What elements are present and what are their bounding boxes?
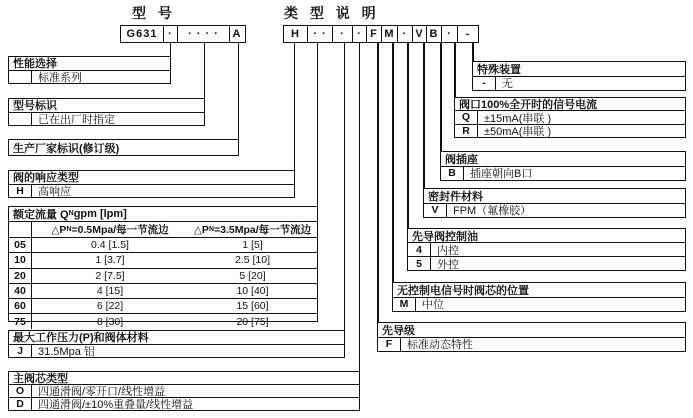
connector-line [238, 42, 240, 139]
code-cell: V [424, 204, 447, 218]
connector-line [317, 42, 319, 206]
section-valve-socket [440, 151, 686, 181]
table-row [441, 166, 685, 181]
section-title: 阀插座 [445, 153, 478, 166]
section-title: 先导级 [382, 324, 415, 337]
flow-value: 20 [75] [236, 315, 269, 328]
column-header-b: △P N =3.5Mpa/每一节流边 [193, 223, 312, 236]
section-title: 型号标识 [13, 100, 57, 112]
code-cell: H [9, 185, 32, 198]
table-row [408, 256, 685, 270]
column-header-a: △P N =0.5Mpa/每一节流边 [51, 223, 169, 236]
model-code-cell: · · · · [177, 25, 230, 43]
section-model-id [8, 98, 205, 126]
rated-flow-title-text: gpm [lpm] [73, 208, 127, 220]
flow-value: 8 [30] [96, 315, 124, 328]
flow-value: 6 [22] [96, 300, 124, 313]
flow-value: 2 [7.5] [95, 269, 125, 282]
code-cell: M [393, 298, 416, 312]
row-label: 内控 [437, 244, 459, 256]
table-row [9, 283, 317, 298]
type-code-cell: · [441, 25, 459, 43]
connector-line [440, 42, 442, 151]
table-row [455, 110, 685, 123]
code-cell: 20 [9, 269, 32, 283]
connector-line [204, 42, 206, 98]
connector-line [344, 42, 346, 330]
table-row [9, 237, 317, 252]
row-label: 四通滑阀/±10%重叠量/线性增益 [38, 399, 194, 410]
row-label: FPM（氟橡胶） [453, 205, 532, 217]
section-title: 性能选择 [13, 58, 57, 70]
table-row [9, 384, 359, 397]
type-code-cell: · [397, 25, 413, 43]
table-row [455, 124, 685, 137]
type-code-cell: F [366, 25, 382, 43]
section-pressure-material [8, 330, 345, 358]
type-code-cell: · · [307, 25, 334, 43]
row-label: 标准动态特性 [407, 339, 473, 351]
section-seal-material [423, 188, 686, 218]
table-row [9, 298, 317, 313]
flow-value: 15 [60] [236, 300, 269, 313]
row-label: 高响应 [38, 185, 71, 197]
connector-line [454, 42, 456, 97]
table-row [424, 203, 685, 218]
section-pilot-stage [377, 322, 686, 352]
type-code-cell: M [381, 25, 399, 43]
row-label: ±15mA(串联 ) [484, 112, 552, 124]
code-cell: R [455, 125, 478, 137]
code-cell: 40 [9, 284, 32, 298]
row-label: 31.5Mpa 铝 [38, 345, 95, 357]
table-row [9, 184, 294, 198]
row-label: 四通滑阀/零开口/线性增益 [38, 386, 166, 397]
flow-value: 1 [3.7] [95, 254, 125, 267]
section-title: 先导阀控制油 [412, 230, 478, 242]
flow-value: 4 [15] [96, 285, 124, 298]
section-title: 额定流量 Q N gpm [lpm] [13, 208, 127, 221]
section-special-device [472, 61, 686, 91]
flow-value: 10 [40] [236, 285, 269, 298]
connector-line [472, 42, 474, 61]
type-code-cells [283, 25, 479, 43]
code-cell: 5 [408, 257, 431, 270]
code-cell [9, 222, 32, 237]
code-cell: - [473, 77, 496, 91]
row-label: 插座朝向B口 [470, 168, 533, 180]
section-title: 主阀芯类型 [13, 373, 68, 384]
code-cell: J [9, 345, 32, 358]
connector-line [423, 42, 425, 188]
code-cell: F [378, 338, 401, 352]
table-row [9, 268, 317, 283]
rated-flow-title-text: 额定流量 Q [13, 209, 69, 221]
section-title: 最大工作压力(P)和阀体材料 [13, 332, 149, 344]
section-response-type [8, 170, 295, 198]
code-cell: 75 [9, 314, 32, 328]
connector-line [294, 42, 296, 170]
flow-value: 2.5 [10] [234, 254, 271, 267]
type-code-cell: · [332, 25, 353, 43]
section-manufacturer [8, 139, 239, 156]
type-code-cell: V [412, 25, 428, 43]
model-code-cell: · [163, 25, 179, 43]
code-cell: Q [455, 111, 478, 123]
section-title: 无控制电信号时阀芯的位置 [397, 284, 529, 297]
section-signal-current [454, 97, 686, 138]
connector-line [170, 42, 172, 56]
type-description-title: 类 型 说 明 [284, 5, 380, 21]
table-row [378, 337, 685, 352]
code-cell: 10 [9, 253, 32, 267]
table-row [9, 397, 359, 410]
section-spool-position [392, 282, 686, 312]
connector-line [392, 42, 394, 282]
section-title: 特殊装置 [477, 63, 521, 76]
row-label: 外控 [437, 258, 459, 270]
section-spool-type [8, 371, 360, 411]
type-code-cell: H [283, 25, 308, 43]
code-cell [9, 113, 32, 126]
connector-line [377, 42, 379, 322]
table-row [9, 313, 317, 328]
model-code-cells [120, 25, 246, 43]
row-label: ±50mA(串联 ) [484, 125, 552, 137]
code-cell: D [9, 398, 32, 410]
model-code-cell: A [229, 25, 246, 43]
flow-value: 1 [5] [242, 239, 263, 252]
section-title: 阀口100%全开时的信号电流 [459, 99, 598, 111]
table-row [393, 297, 685, 312]
connector-line [407, 42, 409, 228]
table-row [9, 252, 317, 267]
code-cell: 05 [9, 238, 32, 252]
code-cell: O [9, 385, 32, 397]
row-label: 标准系列 [38, 71, 82, 83]
type-code-cell: · [352, 25, 368, 43]
model-code-cell: G631 [120, 25, 164, 43]
section-title: 生产厂家标识(修订级) [13, 142, 120, 155]
table-row [9, 70, 170, 84]
model-number-title: 型 号 [132, 5, 176, 21]
type-code-cell: - [457, 25, 479, 43]
connector-line [359, 42, 361, 371]
table-row [9, 344, 344, 358]
row-label: 已在出厂时指定 [38, 113, 115, 125]
row-label: 中位 [422, 299, 444, 311]
flow-value: 0.4 [1.5] [91, 239, 129, 252]
table-header-row [9, 221, 317, 237]
type-code-cell: B [426, 25, 442, 43]
table-row [408, 242, 685, 256]
code-cell [9, 71, 32, 84]
section-title: 密封件材料 [428, 190, 483, 203]
code-cell: 60 [9, 299, 32, 313]
section-title: 阀的响应类型 [13, 172, 79, 184]
table-row [473, 76, 685, 91]
section-performance [8, 56, 171, 84]
code-cell: 4 [408, 243, 431, 256]
section-pilot-oil [407, 228, 686, 271]
row-label: 无 [502, 78, 513, 90]
table-row [9, 112, 204, 126]
code-cell: B [441, 167, 464, 181]
section-rated-flow [8, 206, 318, 328]
flow-value: 5 [20] [239, 269, 266, 282]
